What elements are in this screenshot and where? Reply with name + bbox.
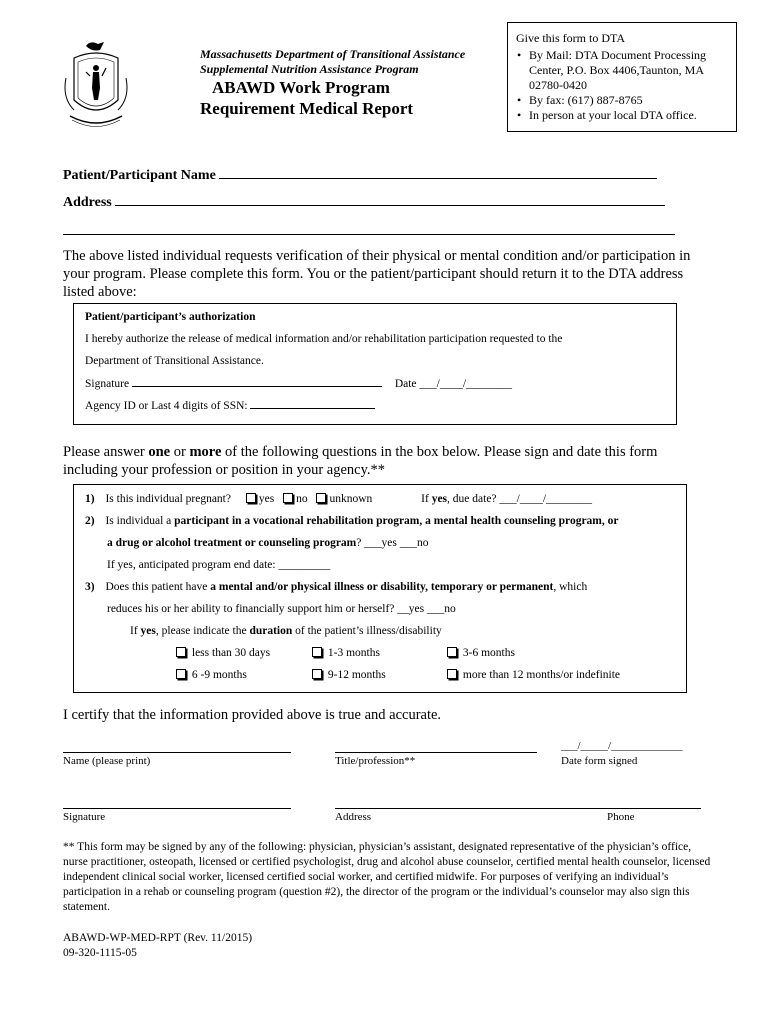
- intro-paragraph: The above listed individual requests verification of their physical or mental condition and/or participation in your program. Please complete this form. You or the patient/participant should return it to the DTA address listed above:: [63, 248, 691, 300]
- authorization-line-2: Department of Transitional Assistance.: [85, 355, 264, 367]
- duration-label: more than 12 months/or indefinite: [462, 669, 621, 681]
- duration-post: of the patient’s illness/disability: [292, 625, 442, 637]
- give-box-item-fax: • By fax: (617) 887-8765: [516, 93, 730, 108]
- address-phone-field[interactable]: [335, 808, 701, 809]
- header-agency: [200, 47, 465, 77]
- agency-name: Massachusetts Department of Transitional Assistance: [200, 47, 466, 61]
- submission-instructions-box: [507, 22, 737, 132]
- duration-label: 6 -9 months: [191, 669, 247, 681]
- address-field[interactable]: [115, 193, 665, 206]
- duration-checkbox[interactable]: [312, 669, 322, 679]
- program-name: Supplemental Nutrition Assistance Program: [200, 62, 419, 76]
- name-print-field[interactable]: [63, 752, 291, 753]
- duration-bold: duration: [249, 625, 293, 637]
- address-line-2[interactable]: [63, 234, 675, 235]
- duration-option-more-12-months[interactable]: [447, 669, 620, 681]
- question-2-number: 2): [85, 515, 95, 527]
- agency-id-row: [85, 399, 375, 412]
- q1-no-option[interactable]: [283, 493, 308, 505]
- duration-option-1-3-months[interactable]: [312, 647, 380, 659]
- form-title: [200, 77, 413, 119]
- question-3-pre: Does this patient have: [105, 581, 211, 593]
- duration-checkbox[interactable]: [447, 647, 457, 657]
- signature-field[interactable]: [63, 808, 291, 809]
- title-profession-label: Title/profession**: [335, 755, 416, 767]
- duration-option-9-12-months[interactable]: [312, 669, 386, 681]
- form-number: 09-320-1115-05: [63, 947, 137, 959]
- duration-option-6-9-months[interactable]: [176, 669, 247, 681]
- address-label: Address: [63, 195, 112, 210]
- question-3-post: , which: [553, 581, 588, 593]
- signer-footnote: ** This form may be signed by any of the following: physician, physician’s assistant, designated representative of the physician’s office, nurse practitioner, osteopath, licensed or certified psychologist, drug and alcohol abuse counselor, certified mental health counselor, licensed independent clinical social worker, licensed certified social worker, and certified midwife. For purposes of verifying an individual’s participation in a rehab or counseling program (question #2), the director of the program or the individual’s counselor may also sign this statement.: [63, 841, 711, 913]
- question-2: [85, 515, 619, 527]
- instructions-paragraph: [63, 443, 713, 479]
- question-2-bold-1: participant in a vocational rehabilitation program, a mental health counseling program, or: [174, 515, 619, 527]
- question-2-yes-no[interactable]: ? ___yes ___no: [356, 537, 429, 549]
- authorization-box: [73, 303, 677, 425]
- question-3-number: 3): [85, 581, 95, 593]
- instructions-one: one: [148, 444, 171, 460]
- authorization-signature-field[interactable]: [132, 377, 382, 387]
- duration-checkbox[interactable]: [312, 647, 322, 657]
- duration-label: less than 30 days: [191, 647, 271, 659]
- q1-no-label: no: [296, 493, 308, 505]
- title-line-1: ABAWD Work Program: [212, 78, 390, 97]
- q1-unknown-label: unknown: [329, 493, 373, 505]
- q1-due-date-field[interactable]: , due date? ___/____/________: [447, 493, 593, 505]
- q1-yes-label: yes: [258, 493, 275, 505]
- q1-unknown-checkbox[interactable]: [316, 493, 326, 503]
- address-row: [63, 193, 665, 211]
- duration-option-3-6-months[interactable]: [447, 647, 515, 659]
- phone-label: Phone: [607, 811, 635, 823]
- instructions-or: or: [170, 444, 190, 460]
- form-revision: ABAWD-WP-MED-RPT (Rev. 11/2015): [63, 932, 253, 944]
- question-2-bold-2: a drug or alcohol treatment or counseling program: [107, 537, 357, 549]
- question-1-number: 1): [85, 493, 95, 505]
- instructions-pre: Please answer: [63, 444, 149, 460]
- date-signed-label: Date form signed: [561, 755, 638, 767]
- title-line-2: Requirement Medical Report: [200, 99, 414, 118]
- authorization-signature-label: Signature: [85, 378, 130, 390]
- duration-yes: yes: [140, 625, 156, 637]
- q1-if-yes: yes: [431, 493, 448, 505]
- agency-id-field[interactable]: [250, 399, 375, 409]
- q1-no-checkbox[interactable]: [283, 493, 293, 503]
- date-signed-field[interactable]: ___/_____/_____________: [561, 740, 683, 752]
- agency-id-label: Agency ID or Last 4 digits of SSN:: [85, 400, 248, 412]
- title-profession-field[interactable]: [335, 752, 537, 753]
- duration-pre: If: [130, 625, 141, 637]
- form-identifier: [63, 931, 252, 961]
- give-box-item-mail: • By Mail: DTA Document Processing Center, P.O. Box 4406,Taunton, MA 02780-0420: [516, 48, 730, 93]
- authorization-heading: Patient/participant’s authorization: [85, 311, 256, 323]
- duration-option-less-30-days[interactable]: [176, 647, 270, 659]
- give-box-heading: Give this form to DTA: [516, 31, 626, 45]
- massachusetts-seal-icon: [60, 38, 132, 128]
- question-3-line-2[interactable]: reduces his or her ability to financially support him or herself? __yes ___no: [107, 603, 456, 615]
- give-box-item-person: • In person at your local DTA office.: [516, 108, 730, 123]
- q1-if-pre: If: [421, 493, 432, 505]
- duration-label: 1-3 months: [327, 647, 380, 659]
- certify-statement: I certify that the information provided above is true and accurate.: [63, 707, 442, 723]
- authorization-date-label: Date: [394, 378, 417, 390]
- patient-name-row: [63, 166, 657, 184]
- q1-unknown-option[interactable]: [316, 493, 372, 505]
- q1-yes-option[interactable]: [246, 493, 274, 505]
- authorization-line-1: I hereby authorize the release of medical information and/or rehabilitation participation requested to the: [85, 333, 563, 345]
- question-3-duration-prompt: [130, 625, 442, 637]
- signature-label: Signature: [63, 811, 106, 823]
- question-2-end-date[interactable]: If yes, anticipated program end date: _________: [107, 559, 331, 571]
- questions-box: [73, 484, 687, 693]
- q1-yes-checkbox[interactable]: [246, 493, 256, 503]
- authorization-signature-row: [85, 377, 512, 390]
- question-1: [85, 493, 592, 505]
- patient-name-label: Patient/Participant Name: [63, 168, 216, 183]
- duration-label: 3-6 months: [462, 647, 515, 659]
- duration-checkbox[interactable]: [447, 669, 457, 679]
- patient-name-field[interactable]: [219, 166, 657, 179]
- instructions-post: of the following questions in the box below. Please sign and date this form including your profession or position in your agency.**: [63, 444, 658, 478]
- instructions-more: more: [189, 444, 222, 460]
- q1-due-date[interactable]: [421, 493, 592, 505]
- duration-checkbox[interactable]: [176, 669, 186, 679]
- give-box-list: [516, 48, 730, 123]
- question-2-pre: Is individual a: [105, 515, 175, 527]
- question-3-bold: a mental and/or physical illness or disability, temporary or permanent: [210, 581, 554, 593]
- authorization-date-field[interactable]: ___/____/________: [419, 378, 513, 390]
- question-2-line-2: [107, 537, 428, 549]
- question-1-text: Is this individual pregnant?: [105, 493, 231, 505]
- signature-address-label: Address: [335, 811, 372, 823]
- name-print-label: Name (please print): [63, 755, 151, 767]
- duration-checkbox[interactable]: [176, 647, 186, 657]
- duration-label: 9-12 months: [327, 669, 386, 681]
- duration-mid: , please indicate the: [155, 625, 250, 637]
- question-3: [85, 581, 587, 593]
